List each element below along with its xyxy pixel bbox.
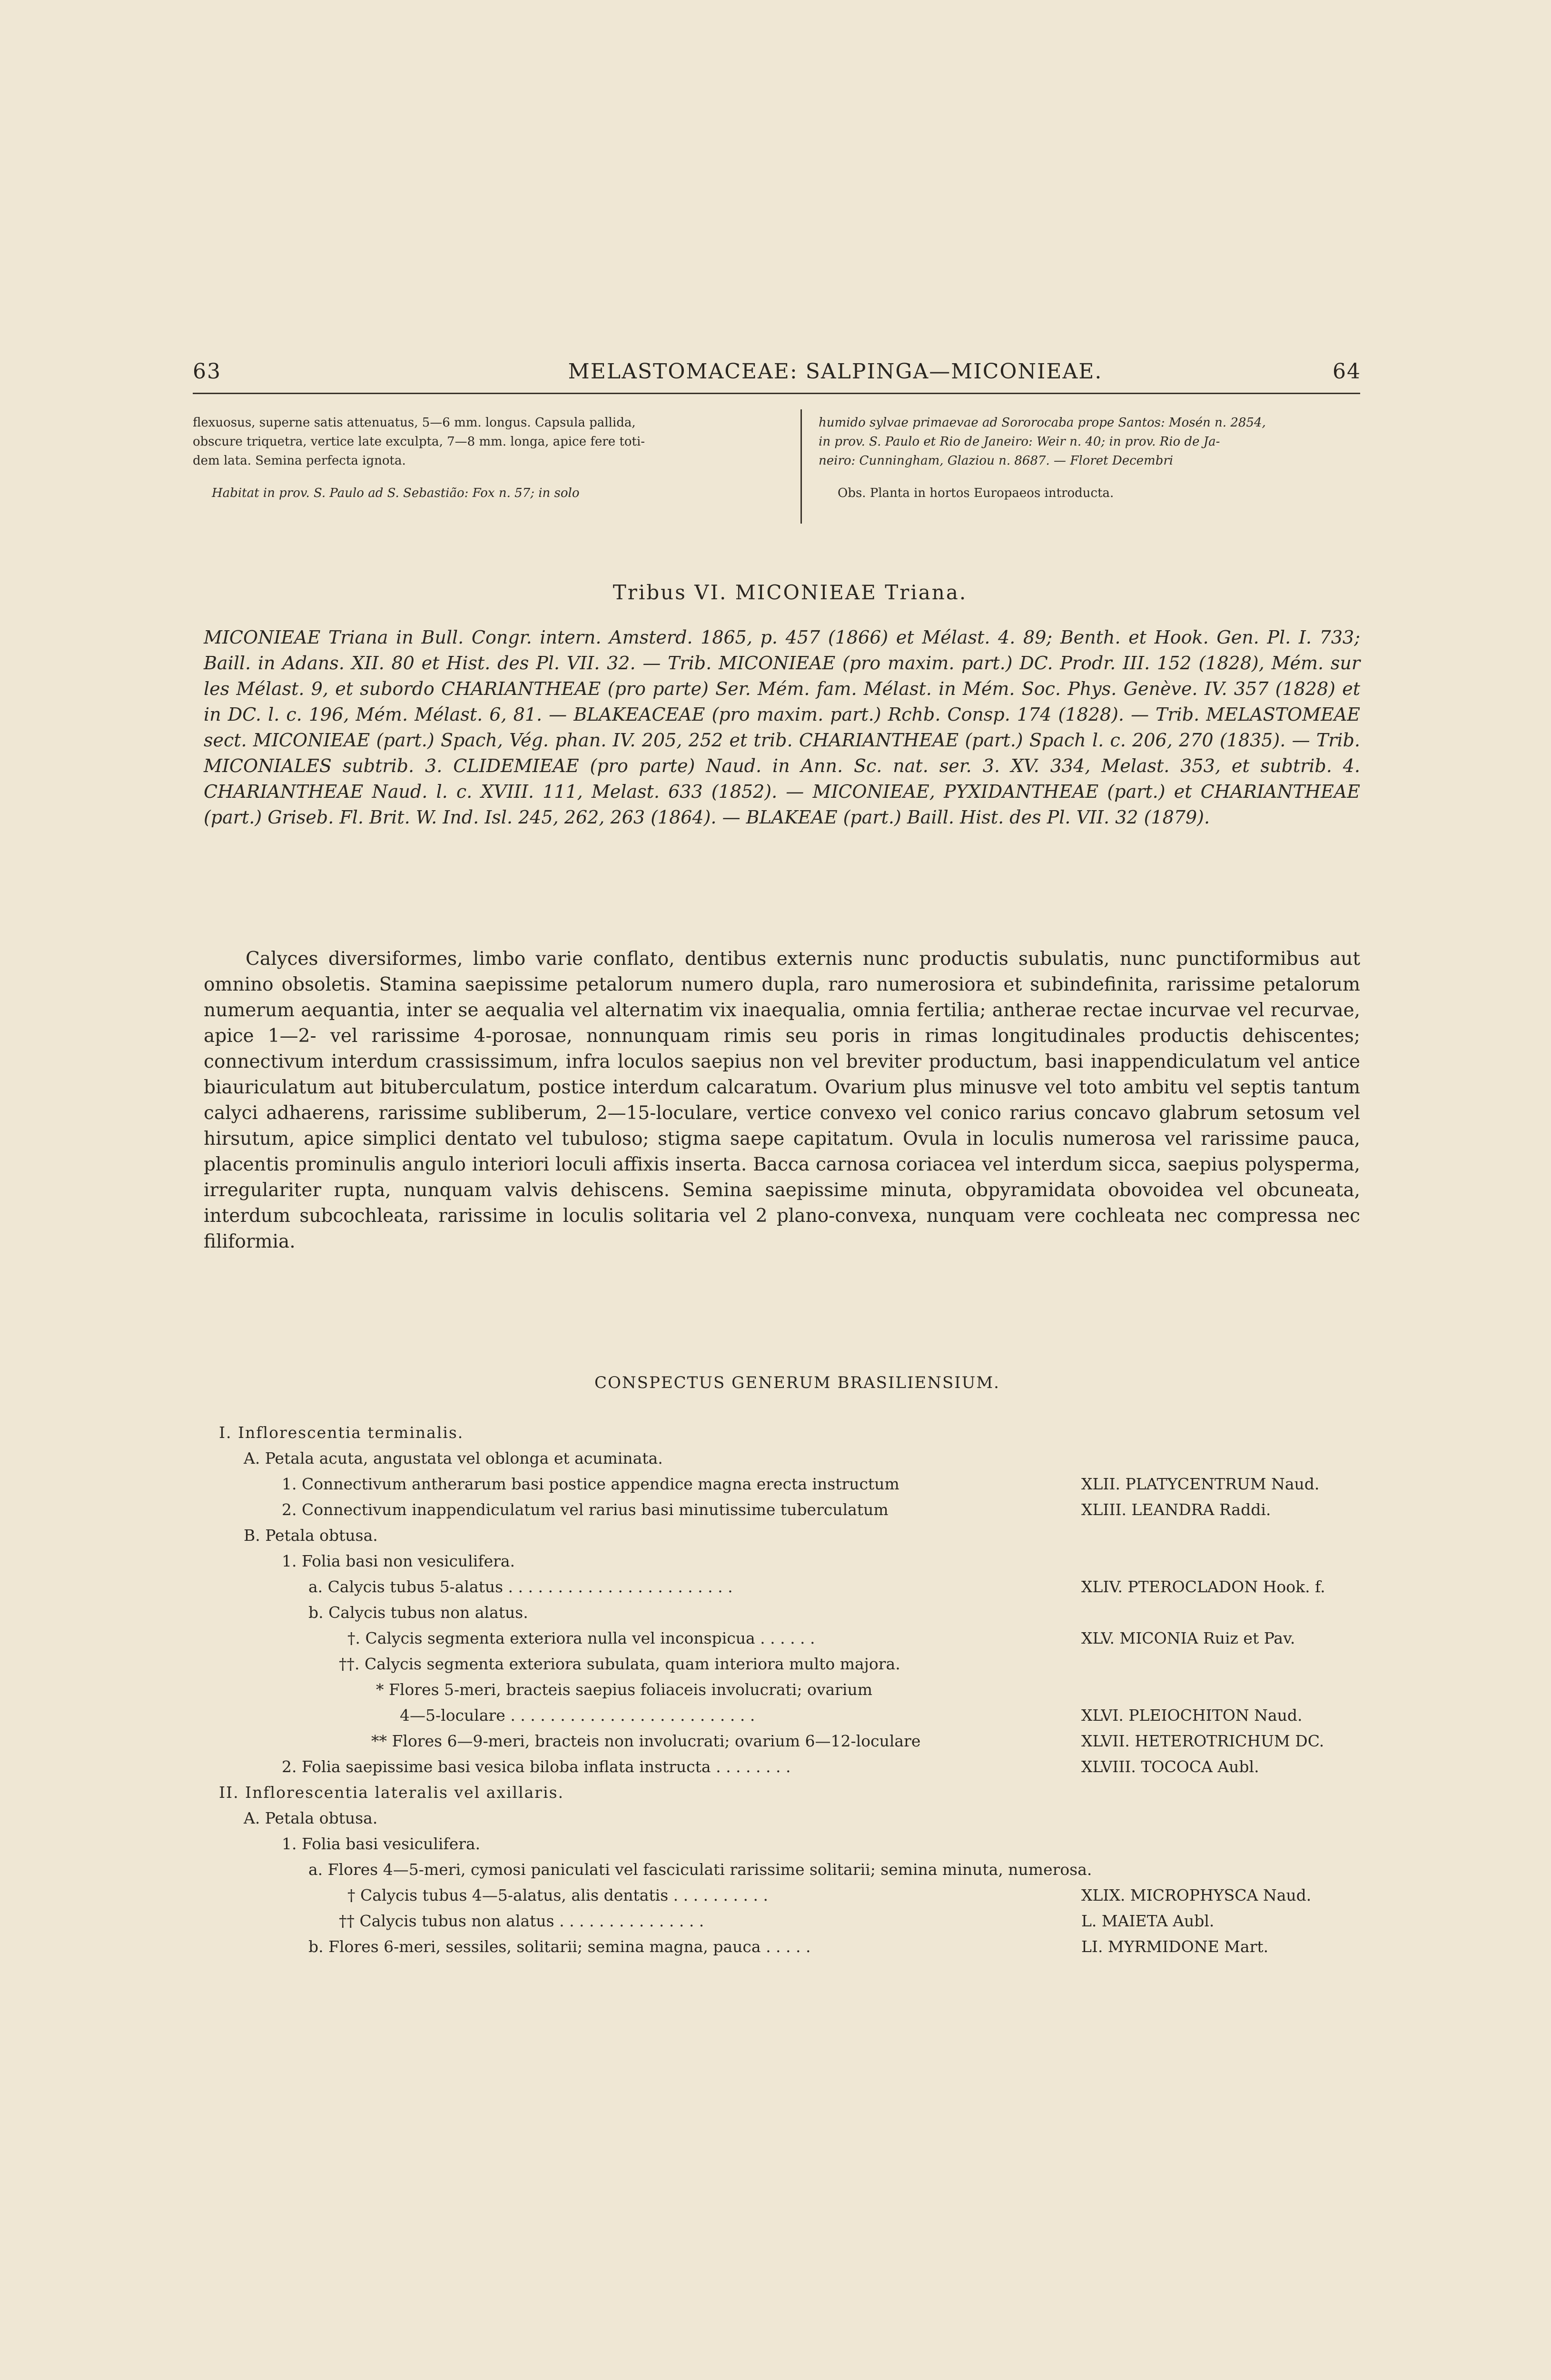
obs-line: Obs. Planta in hortos Europaeos introducta. xyxy=(838,486,1114,500)
genus-name: XLV. MICONIA Ruiz et Pav. xyxy=(1081,1629,1295,1647)
running-title: MELASTOMACEAE: SALPINGA—MICONIEAE. xyxy=(568,359,1103,384)
genus-name: XLIX. MICROPHYSCA Naud. xyxy=(1081,1886,1312,1904)
genus-name: XLVI. PLEIOCHITON Naud. xyxy=(1081,1706,1303,1725)
key-line: 1. Folia basi vesiculifera. xyxy=(282,1835,481,1853)
left-line: flexuosus, superne satis attenuatus, 5—6 mm. longus. Capsula pallida, xyxy=(193,416,636,430)
key-line: b. Calycis tubus non alatus. xyxy=(308,1603,528,1622)
key-line: 2. Folia saepissime basi vesica biloba inflata instructa . . . . . . . . xyxy=(282,1757,791,1776)
right-line: in prov. S. Paulo et Rio de Janeiro: Weir n. 40; in prov. Rio de Ja- xyxy=(819,435,1220,449)
left-line: obscure triquetra, vertice late exculpta, 7—8 mm. longa, apice fere toti- xyxy=(193,435,645,449)
key-line: 1. Connectivum antherarum basi postice appendice magna erecta instructum xyxy=(282,1475,899,1493)
key-line: †. Calycis segmenta exteriora nulla vel inconspicua . . . . . . xyxy=(347,1629,815,1647)
genus-name: XLIV. PTEROCLADON Hook. f. xyxy=(1081,1577,1325,1596)
genus-name: L. MAIETA Aubl. xyxy=(1081,1912,1215,1930)
key-line: b. Flores 6-meri, sessiles, solitarii; semina magna, pauca . . . . . xyxy=(308,1937,811,1956)
key-line: a. Flores 4—5-meri, cymosi paniculati vel fasciculati rarissime solitarii; semina minuta, numerosa. xyxy=(308,1860,1092,1879)
key-line: I. Inflorescentia terminalis. xyxy=(219,1423,464,1442)
habitat-line: Habitat in prov. S. Paulo ad S. Sebastião: Fox n. 57; in solo xyxy=(212,486,580,500)
genus-name: XLII. PLATYCENTRUM Naud. xyxy=(1081,1475,1320,1493)
page-number-left: 63 xyxy=(193,359,221,384)
key-line: ††. Calycis segmenta exteriora subulata, quam interiora multo majora. xyxy=(339,1655,900,1673)
key-line: ** Flores 6—9-meri, bracteis non involucrati; ovarium 6—12-loculare xyxy=(371,1732,921,1750)
genus-name: XLVIII. TOCOCA Aubl. xyxy=(1081,1757,1259,1776)
synonymy-paragraph: MICONIEAE Triana in Bull. Congr. intern. Amsterd. 1865, p. 457 (1866) et Mélast. 4. 89; Benth. et Hook. Gen. Pl. I. 733; Baill. in Adans. XII. 80 et Hist. des Pl. VII. 32. — Trib. MICONIEAE (pro maxim. part.) DC. Prodr. III. 152 (1828), Mém. sur les Mélast. 9, et subordo CHARIANTHEAE (pro parte) Ser. Mém. fam. Mélast. in Mém. Soc. Phys. Genève. IV. 357 (1828) et in DC. l. c. 196, Mém. Mélast. 6, 81. — BLAKEACEAE (pro maxim. part.) Rchb. Consp. 174 (1828). — Trib. MELASTOMEAE sect. MICONIEAE (part.) Spach, Vég. phan. IV. 205, 252 et trib. CHARIANTHEAE (part.) Spach l. c. 206, 270 (1835). — Trib. MICONIALES subtrib. 3. CLIDEMIEAE (pro parte) Naud. in Ann. Sc. nat. ser. 3. XV. 334, Melast. 353, et subtrib. 4. CHARIANTHEAE Naud. l. c. XVIII. 111, Melast. 633 (1852). — MICONIEAE, PYXIDANTHEAE (part.) et CHARIANTHEAE (part.) Griseb. Fl. Brit. W. Ind. Isl. 245, 262, 263 (1864). — BLAKEAE (part.) Baill. Hist. des Pl. VII. 32 (1879). xyxy=(204,627,1360,828)
genus-name: LI. MYRMIDONE Mart. xyxy=(1081,1937,1269,1956)
key-line: † Calycis tubus 4—5-alatus, alis dentatis . . . . . . . . . . xyxy=(347,1886,768,1904)
genus-name: XLVII. HETEROTRICHUM DC. xyxy=(1081,1732,1324,1750)
key-line: 1. Folia basi non vesiculifera. xyxy=(282,1552,515,1570)
page-number-right: 64 xyxy=(1333,359,1361,384)
genus-name: XLIII. LEANDRA Raddi. xyxy=(1081,1500,1271,1519)
key-line: 4—5-loculare . . . . . . . . . . . . . . . . . . . . . . . . . xyxy=(400,1706,755,1725)
key-line: A. Petala acuta, angustata vel oblonga et acuminata. xyxy=(244,1449,663,1468)
key-line: A. Petala obtusa. xyxy=(244,1809,378,1827)
key-line: * Flores 5-meri, bracteis saepius foliaceis involucrati; ovarium xyxy=(376,1680,873,1699)
key-line: a. Calycis tubus 5-alatus . . . . . . . . . . . . . . . . . . . . . . . xyxy=(308,1577,733,1596)
key-line: 2. Connectivum inappendiculatum vel rarius basi minutissime tuberculatum xyxy=(282,1500,889,1519)
key-line: II. Inflorescentia lateralis vel axillaris. xyxy=(219,1783,564,1802)
key-line: B. Petala obtusa. xyxy=(244,1526,378,1545)
description-paragraph: Calyces diversiformes, limbo varie conflato, dentibus externis nunc productis subulatis, nunc punctiformibus aut omnino obsoletis. Stamina saepissime petalorum numero dupla, raro numerosiora et subindefinita, rarissime petalorum numerum aequantia, inter se aequalia vel alternatim vix inaequalia, omnia fertilia; antherae rectae incurvae vel recurvae, apice 1—2- vel rarissime 4-porosae, nonnunquam rimis seu poris in rimas longitudinales productis dehiscentes; connectivum interdum crassissimum, infra loculos saepius non vel breviter productum, basi inappendiculatum vel antice biauriculatum aut bituberculatum, postice interdum calcaratum. Ovarium plus minusve vel toto ambitu vel septis tantum calyci adhaerens, rarissime subliberum, 2—15-loculare, vertice convexo vel conico rarius concavo glabrum setosum vel hirsutum, apice simplici dentato vel tubuloso; stigma saepe capitatum. Ovula in loculis numerosa vel rarissime pauca, placentis prominulis angulo interiori loculi affixis inserta. Bacca carnosa coriacea vel interdum sicca, saepius polysperma, irregulariter rupta, nunquam valvis dehiscens. Semina saepissime minuta, obpyramidata obovoidea vel obcuneata, interdum subcochleata, rarissime in loculis solitaria vel 2 plano-convexa, nunquam vere cochleata nec compressa nec filiformia. xyxy=(204,948,1360,1252)
conspectus-title: CONSPECTUS GENERUM BRASILIENSIUM. xyxy=(594,1373,1000,1392)
right-line: neiro: Cunningham, Glaziou n. 8687. — Floret Decembri xyxy=(819,454,1174,468)
right-line: humido sylvae primaevae ad Sororocaba prope Santos: Mosén n. 2854, xyxy=(819,416,1266,430)
left-line: dem lata. Semina perfecta ignota. xyxy=(193,454,406,468)
key-line: †† Calycis tubus non alatus . . . . . . . . . . . . . . . xyxy=(339,1912,704,1930)
tribe-heading: Tribus VI. MICONIEAE Triana. xyxy=(612,581,968,604)
